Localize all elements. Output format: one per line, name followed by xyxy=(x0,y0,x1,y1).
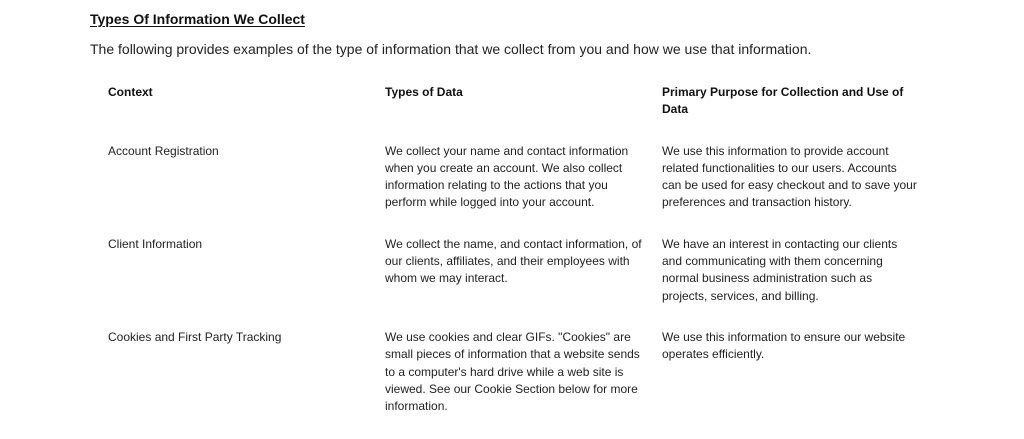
table-header-row xyxy=(108,84,917,143)
cell-purpose: We have an interest in contacting our clients and communicating with them concerning normal business administration such as projects, services, and billing. xyxy=(662,236,898,303)
information-table xyxy=(108,84,917,439)
cell-purpose: We use this information to ensure our website operates efficiently. xyxy=(662,329,906,362)
section-title: Types Of Information We Collect xyxy=(90,11,305,27)
intro-paragraph: The following provides examples of the type of information that we collect from you and how we use that information. xyxy=(90,41,812,57)
table-row xyxy=(108,143,917,236)
cell-types: We collect the name, and contact information, of our clients, affiliates, and their employees with whom we may interact. xyxy=(385,236,642,286)
header-context: Context xyxy=(108,85,153,99)
header-primary-purpose: Primary Purpose for Collection and Use of Data xyxy=(662,85,904,117)
cell-context: Cookies and First Party Tracking xyxy=(108,329,282,344)
cell-context: Client Information xyxy=(108,236,203,251)
cell-types: We collect your name and contact information when you create an account. We also collect information relating to the actions that you perform while logged into your account. xyxy=(385,143,629,210)
cell-types: We use cookies and clear GIFs. "Cookies" are small pieces of information that a website sends to a computer's hard drive while a web site is viewed. See our Cookie Section below for more information. xyxy=(385,329,640,414)
cell-context: Account Registration xyxy=(108,143,219,158)
header-types-of-data: Types of Data xyxy=(385,85,463,99)
table-row xyxy=(108,329,917,439)
table-row xyxy=(108,236,917,329)
cell-purpose: We use this information to provide account related functionalities to our users. Accounts can be used for easy checkout and to save your preferences and transaction history. xyxy=(662,143,917,210)
